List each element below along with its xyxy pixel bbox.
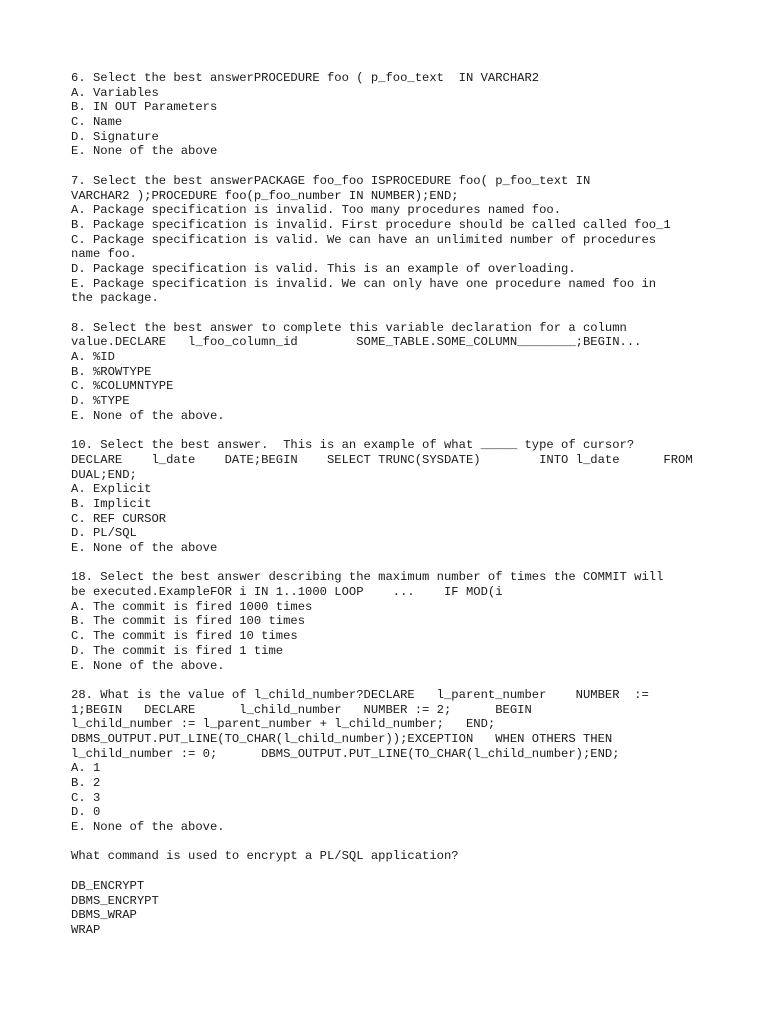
text-line: D. 0 (71, 805, 101, 820)
question-text: What command is used to encrypt a PL/SQL application? (71, 849, 459, 864)
text-line: C. Package specification is valid. We can have an unlimited number of procedures (71, 232, 657, 247)
text-line: C. 3 (71, 790, 101, 805)
question-block-encrypt-question (71, 849, 711, 864)
text-line: D. %TYPE (71, 394, 130, 409)
question-block-q28 (71, 688, 711, 835)
question-block-q10 (71, 438, 711, 556)
text-line: D. Package specification is valid. This is an example of overloading. (71, 261, 576, 276)
question-text: 6. Select the best answerPROCEDURE foo ( p_foo_text IN VARCHAR2 (71, 71, 540, 85)
question-text: 8. Select the best answer to complete this variable declaration for a column (71, 320, 627, 335)
text-line: DBMS_OUTPUT.PUT_LINE(TO_CHAR(l_child_number));EXCEPTION WHEN OTHERS THEN (71, 731, 613, 746)
question-block-q18 (71, 570, 711, 673)
text-line: A. The commit is fired 1000 times (71, 599, 313, 614)
text-line: B. IN OUT Parameters (71, 100, 218, 115)
text-line: the package. (71, 291, 159, 306)
text-line: l_child_number := l_parent_number + l_child_number; END; (71, 717, 496, 732)
question-block-q7 (71, 174, 711, 306)
text-line: A. %ID (71, 350, 115, 365)
text-line: l_child_number := 0; DBMS_OUTPUT.PUT_LINE(TO_CHAR(l_child_number);END; (71, 746, 620, 761)
question-text: DB_ENCRYPT (71, 878, 145, 893)
text-line: D. Signature (71, 129, 159, 144)
text-line: name foo. (71, 247, 137, 262)
text-line: B. %ROWTYPE (71, 364, 152, 379)
text-line: be executed.ExampleFOR i IN 1..1000 LOOP ... IF MOD(i (71, 585, 503, 600)
text-line: E. None of the above. (71, 820, 225, 835)
text-line: D. PL/SQL (71, 526, 137, 541)
text-line: DBMS_ENCRYPT (71, 893, 159, 908)
question-block-q8 (71, 321, 711, 424)
text-line: DBMS_WRAP (71, 908, 137, 923)
text-line: E. None of the above. (71, 408, 225, 423)
text-line: C. The commit is fired 10 times (71, 629, 298, 644)
text-line: C. Name (71, 115, 123, 130)
text-line: E. None of the above (71, 541, 218, 555)
text-line: A. Variables (71, 85, 159, 100)
text-line: E. None of the above. (71, 658, 225, 673)
question-text: 18. Select the best answer describing the maximum number of times the COMMIT will (71, 570, 664, 585)
text-line: VARCHAR2 );PROCEDURE foo(p_foo_number IN NUMBER);END; (71, 188, 459, 203)
text-line: D. The commit is fired 1 time (71, 643, 284, 658)
text-line: C. REF CURSOR (71, 511, 167, 526)
text-line: B. Package specification is invalid. First procedure should be called called foo_1 (71, 217, 671, 232)
text-line: E. None of the above (71, 144, 218, 159)
text-line: B. 2 (71, 776, 101, 790)
text-line: WRAP (71, 922, 101, 937)
text-line: B. The commit is fired 100 times (71, 614, 306, 629)
text-line: A. 1 (71, 761, 101, 776)
question-text: 28. What is the value of l_child_number?DECLARE l_parent_number NUMBER := (71, 687, 649, 702)
document-body (71, 71, 711, 952)
text-line: A. Package specification is invalid. Too many procedures named foo. (71, 203, 562, 218)
text-line: E. Package specification is invalid. We can only have one procedure named foo in (71, 276, 657, 291)
text-line: DECLARE l_date DATE;BEGIN SELECT TRUNC(SYSDATE) INTO l_date FROM (71, 452, 693, 467)
text-line: B. Implicit (71, 496, 152, 511)
text-line: A. Explicit (71, 482, 152, 497)
question-text: 10. Select the best answer. This is an example of what _____ type of cursor? (71, 438, 635, 453)
text-line: DUAL;END; (71, 467, 137, 482)
text-line: 1;BEGIN DECLARE l_child_number NUMBER := 2; BEGIN (71, 702, 532, 717)
question-text: 7. Select the best answerPACKAGE foo_foo ISPROCEDURE foo( p_foo_text IN (71, 173, 591, 188)
text-line: value.DECLARE l_foo_column_id SOME_TABLE.SOME_COLUMN________;BEGIN... (71, 335, 642, 350)
question-block-q6 (71, 71, 711, 159)
text-line: C. %COLUMNTYPE (71, 379, 174, 394)
question-block-encrypt-options (71, 879, 711, 938)
